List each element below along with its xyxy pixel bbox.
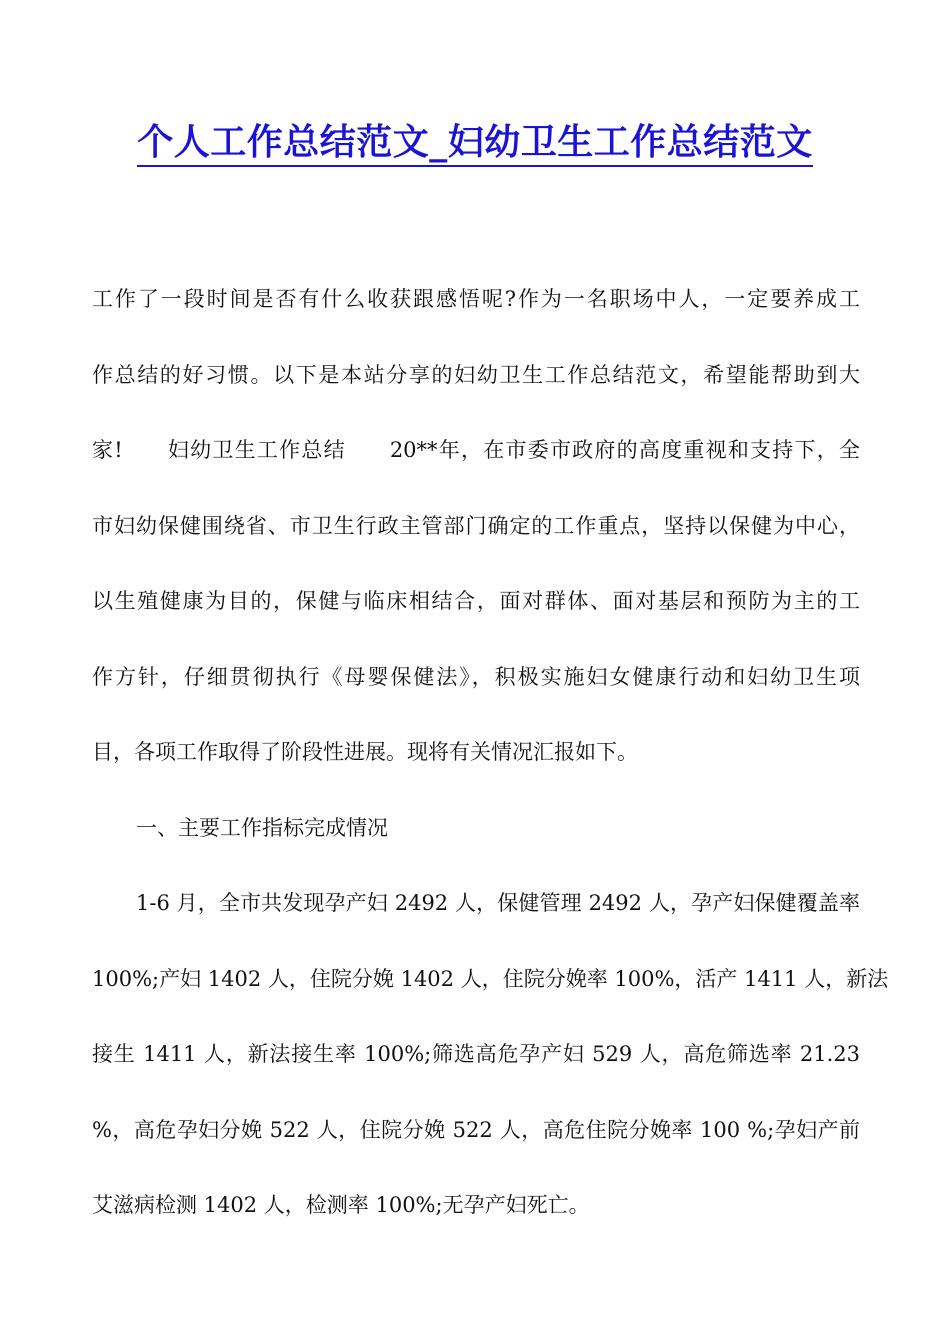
body-line-3-part3: 20**年，在市委市政府的高度重视和支持下，全 [389,438,860,462]
body-line-1: 工作了一段时间是否有什么收获跟感悟呢?作为一名职场中人，一定要养成工 [92,287,860,311]
body-line-6: 作方针，仔细贯彻执行《母婴保健法》，积极实施妇女健康行动和妇幼卫生项 [92,664,860,689]
body-line-2: 作总结的好习惯。以下是本站分享的妇幼卫生工作总结范文，希望能帮助到大 [92,362,860,387]
stats-line-5: 艾滋病检测 1402 人，检测率 100%;无孕产妇死亡。 [92,1193,590,1217]
body-line-3 [92,413,860,489]
stats-line-2: 100%;产妇 1402 人，住院分娩 1402 人，住院分娩率 100%，活产 1411 人，新法 [92,966,889,991]
document-title [60,118,890,168]
stats-line-3: 接生 1411 人，新法接生率 100%;筛选高危孕产妇 529 人，高危筛选率 21.23 [92,1042,860,1066]
body-line-3-part2: 妇幼卫生工作总结 [166,438,346,462]
stats-line-1: 1-6 月，全市共发现孕产妇 2492 人，保健管理 2492 人，孕产妇保健覆盖率 [136,891,860,915]
document-body [92,262,889,1244]
title-link[interactable]: 个人工作总结范文_妇幼卫生工作总结范文 [137,122,813,167]
stats-line-4: %，高危孕妇分娩 522 人，住院分娩 522 人，高危住院分娩率 100 %;孕妇产前 [92,1117,860,1142]
body-line-3-part1: 家! [92,438,123,462]
body-line-4: 市妇幼保健围绕省、市卫生行政主管部门确定的工作重点，坚持以保健为中心， [92,513,860,538]
body-line-7: 目，各项工作取得了阶段性进展。现将有关情况汇报如下。 [92,740,638,764]
body-line-5: 以生殖健康为目的，保健与临床相结合，面对群体、面对基层和预防为主的工 [92,589,860,613]
section-heading: 一、主要工作指标完成情况 [136,815,388,840]
